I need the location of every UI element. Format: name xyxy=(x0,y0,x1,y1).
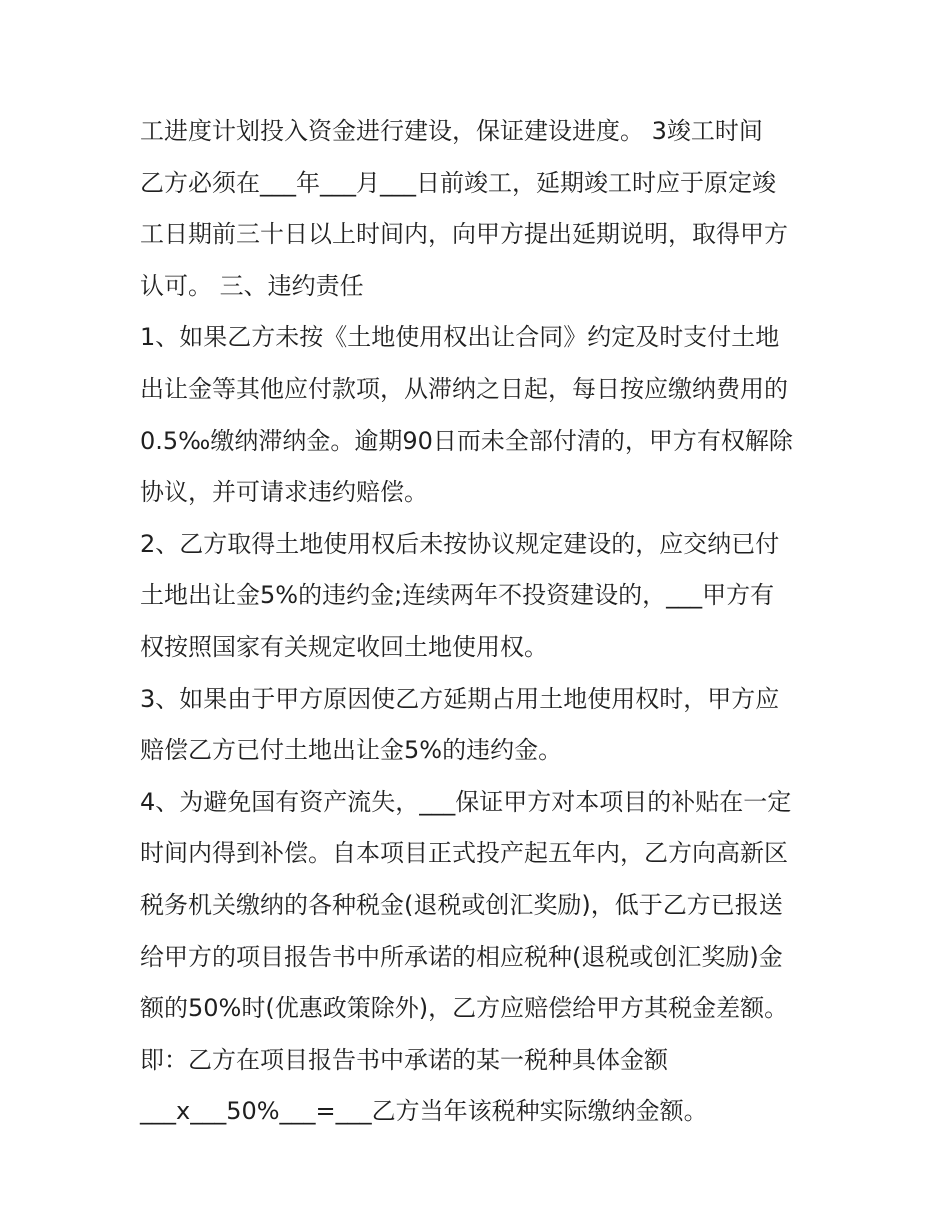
text-line: 认可。 三、违约责任 xyxy=(140,271,364,300)
text-line: 额的50%时(优惠政策除外)，乙方应赔偿给甲方其税金差额。 xyxy=(140,994,789,1023)
document-body xyxy=(140,106,830,1138)
text-line: 工进度计划投入资金进行建设，保证建设进度。 3竣工时间 xyxy=(140,117,763,145)
text-line: 4、为避免国有资产流失，___保证甲方对本项目的补贴在一定 xyxy=(140,787,792,816)
text-line: 乙方必须在___年___月___日前竣工，延期竣工时应于原定竣 xyxy=(140,168,776,197)
text-line: ___x___50%___=___乙方当年该税种实际缴纳金额。 xyxy=(140,1097,708,1126)
text-line: 0.5‰缴纳滞纳金。逾期90日而未全部付清的，甲方有权解除 xyxy=(140,426,793,455)
text-line: 时间内得到补偿。自本项目正式投产起五年内，乙方向高新区 xyxy=(140,839,788,868)
text-line: 权按照国家有关规定收回土地使用权。 xyxy=(140,632,548,661)
text-line: 税务机关缴纳的各种税金(退税或创汇奖励)，低于乙方已报送 xyxy=(140,890,783,919)
text-line: 出让金等其他应付款项，从滞纳之日起，每日按应缴纳费用的 xyxy=(140,374,788,403)
text-line: 1、如果乙方未按《土地使用权出让合同》约定及时支付土地 xyxy=(140,323,780,352)
text-line: 3、如果由于甲方原因使乙方延期占用土地使用权时，甲方应 xyxy=(140,684,780,713)
text-line: 即：乙方在项目报告书中承诺的某一税种具体金额 xyxy=(140,1045,668,1074)
text-line: 工日期前三十日以上时间内，向甲方提出延期说明，取得甲方 xyxy=(140,220,788,249)
text-line: 2、乙方取得土地使用权后未按协议规定建设的，应交纳已付 xyxy=(140,529,780,558)
text-line: 协议，并可请求违约赔偿。 xyxy=(140,478,428,507)
text-line: 土地出让金5%的违约金;连续两年不投资建设的，___甲方有 xyxy=(140,581,775,610)
text-line: 赔偿乙方已付土地出让金5%的违约金。 xyxy=(140,736,563,765)
text-line: 给甲方的项目报告书中所承诺的相应税种(退税或创汇奖励)金 xyxy=(140,942,783,971)
